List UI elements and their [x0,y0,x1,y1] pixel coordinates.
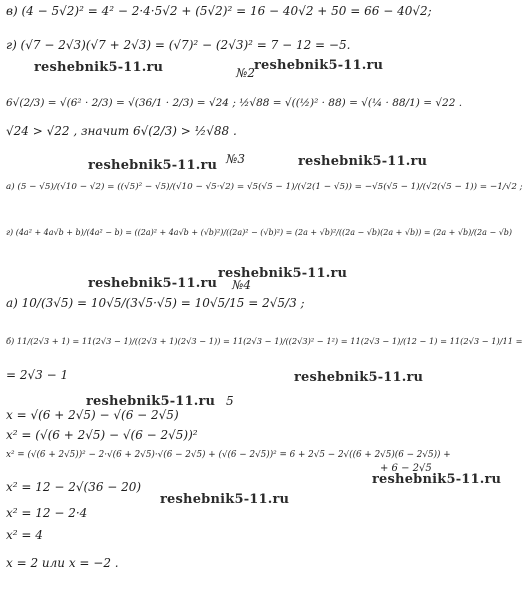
problem3-part-g: г) (4a² + 4a√b + b)/(4a² − b) = ((2a)² + 4a√b + (√b)²)/((2a)² − (√b)²) = (2a + √b)²/((2a − √b)(2a + √b)) = (2a + √b)/(2a − √b) [6,228,513,237]
watermark: reshebnik5-11.ru [88,158,218,173]
problem4-number: №4 [232,278,251,292]
problem5-line3: x² = (√(6 + 2√5))² − 2·√(6 + 2√5)·√(6 − 2√5) + (√(6 − 2√5))² = 6 + 2√5 − 2√((6 + 2√5)(6 − 2√5)) + [6,450,451,460]
watermark: reshebnik5-11.ru [298,154,428,169]
problem1-part-g: г) (√7 − 2√3)(√7 + 2√3) = (√7)² − (2√3)² = 7 − 12 = −5. [6,38,351,52]
watermark: reshebnik5-11.ru [34,60,164,75]
problem4-part-a: а) 10/(3√5) = 10√5/(3√5·√5) = 10√5/15 = 2√5/3 ; [6,296,305,310]
watermark: reshebnik5-11.ru [86,394,216,409]
problem5-line1: x = √(6 + 2√5) − √(6 − 2√5) [6,408,179,422]
watermark: reshebnik5-11.ru [254,58,384,73]
watermark: reshebnik5-11.ru [372,472,502,487]
problem5-line7: x = 2 или x = −2 . [6,556,119,570]
problem3-number: №3 [226,152,245,166]
watermark: reshebnik5-11.ru [160,492,290,507]
problem1-part-v: в) (4 − 5√2)² = 4² − 2·4·5√2 + (5√2)² = 16 − 40√2 + 50 = 66 − 40√2; [6,4,432,18]
watermark: reshebnik5-11.ru [294,370,424,385]
problem5-line6: x² = 4 [6,528,43,542]
problem5-line4: x² = 12 − 2√(36 − 20) [6,480,142,494]
problem4-part-b-result: = 2√3 − 1 [6,368,69,382]
watermark: reshebnik5-11.ru [218,266,348,281]
problem5-line5: x² = 12 − 2·4 [6,506,88,520]
problem2-line1: 6√(2/3) = √(6² · 2/3) = √(36/1 · 2/3) = √24 ; ½√88 = √((½)² · 88) = √(¼ · 88/1) = √22 . [6,97,463,109]
problem4-part-b: б) 11/(2√3 + 1) = 11(2√3 − 1)/((2√3 + 1)(2√3 − 1)) = 11(2√3 − 1)/((2√3)² − 1²) = 11(2√3 − 1)/(12 − 1) = 11(2√3 − 1)/11 = [6,336,523,346]
problem3-part-a: а) (5 − √5)/(√10 − √2) = ((√5)² − √5)/(√10 − √5·√2) = √5(√5 − 1)/(√2(1 − √5)) = −√5(√5 − 1)/(√2(√5 − 1)) = −1/√2 ; [6,182,523,192]
problem5-number: 5 [226,394,234,408]
problem2-line2: √24 > √22 , значит 6√(2/3) > ½√88 . [6,124,237,138]
problem5-line3-cont: + 6 − 2√5 [380,463,432,474]
problem2-number: №2 [236,66,255,80]
watermark: reshebnik5-11.ru [88,276,218,291]
problem5-line2: x² = (√(6 + 2√5) − √(6 − 2√5))² [6,428,198,442]
